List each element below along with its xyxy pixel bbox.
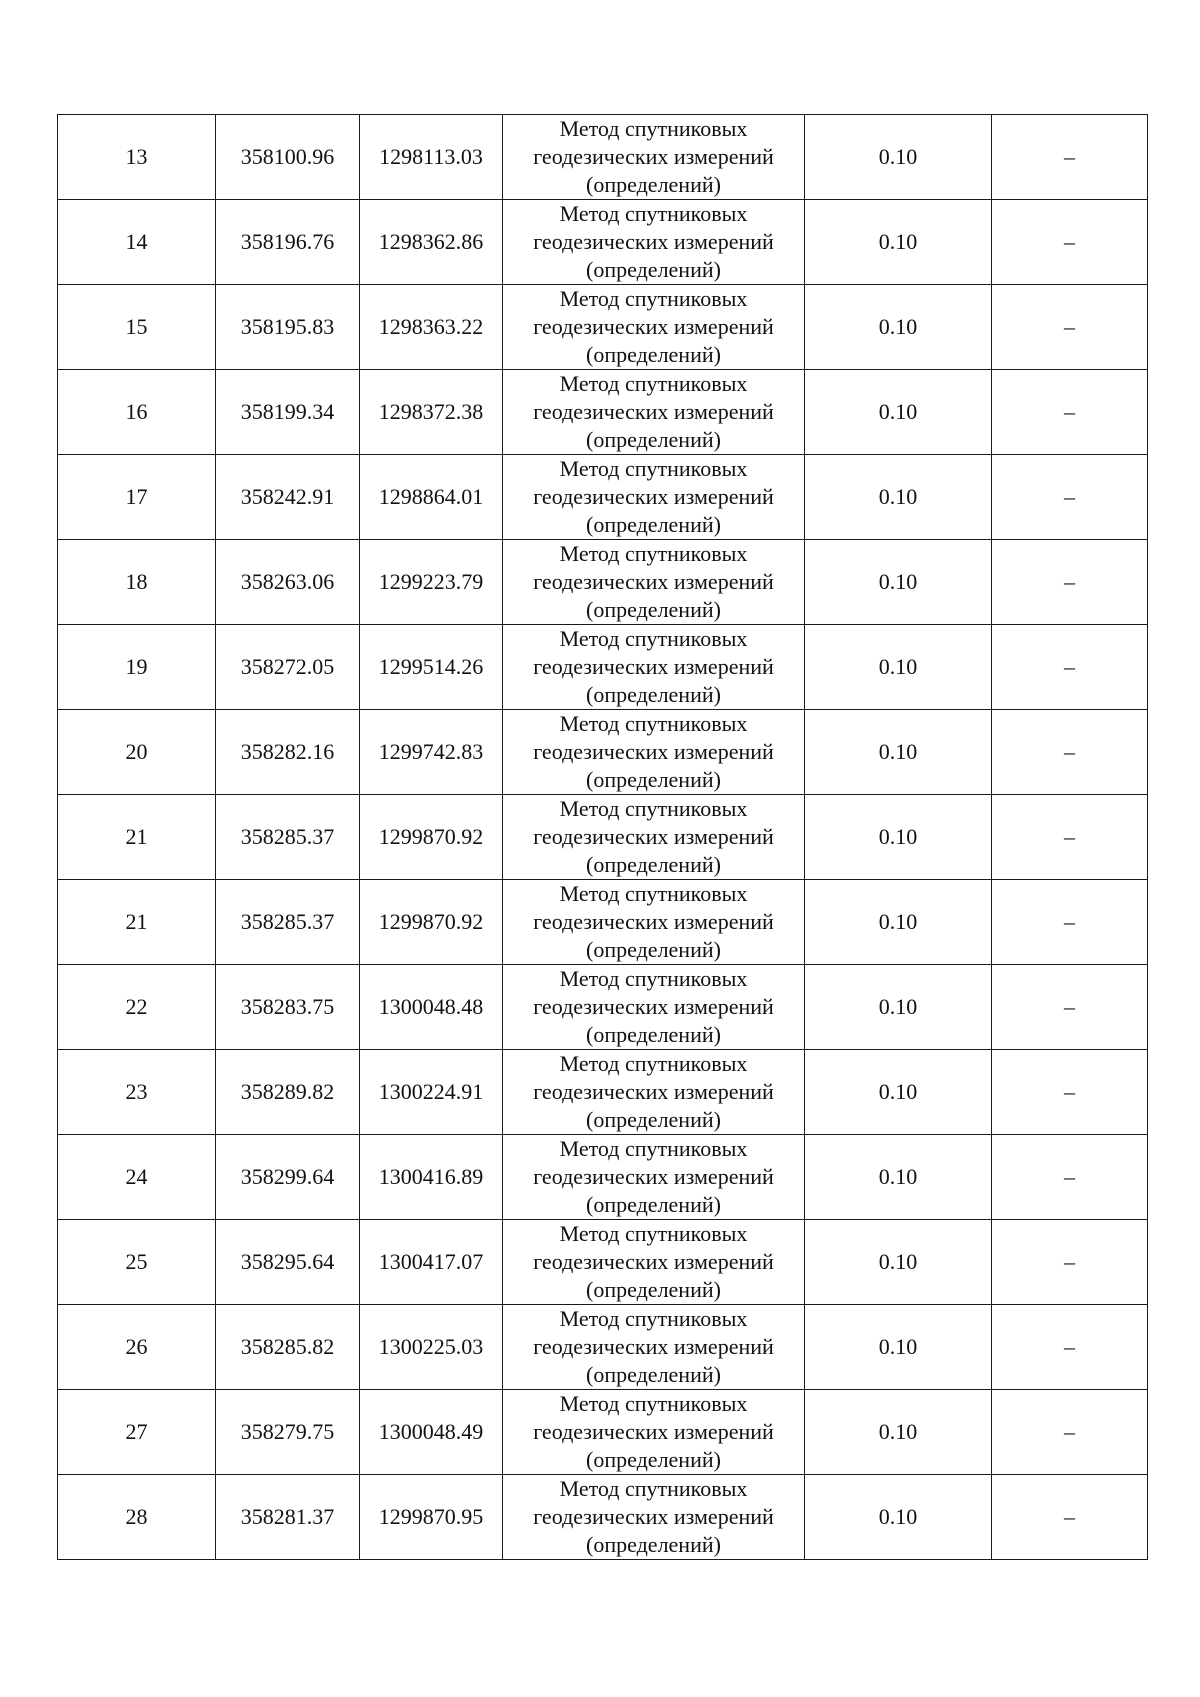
- table-row: [58, 1475, 1148, 1560]
- x-coordinate-cell: 358285.82: [216, 1305, 360, 1390]
- method-line: геодезических измерений: [533, 1419, 774, 1444]
- method-line: геодезических измерений: [533, 1334, 774, 1359]
- y-coordinate-cell: 1298363.22: [360, 285, 503, 370]
- accuracy-cell: 0.10: [805, 115, 992, 200]
- note-cell: –: [992, 1220, 1148, 1305]
- y-coordinate-cell: 1299223.79: [360, 540, 503, 625]
- x-coordinate-cell: 358195.83: [216, 285, 360, 370]
- method-line: геодезических измерений: [533, 994, 774, 1019]
- x-coordinate-cell: 358289.82: [216, 1050, 360, 1135]
- accuracy-cell: 0.10: [805, 455, 992, 540]
- method-line: (определений): [586, 1107, 721, 1132]
- note-cell: –: [992, 115, 1148, 200]
- method-line: (определений): [586, 1022, 721, 1047]
- method-cell: [503, 1050, 805, 1135]
- method-line: геодезических измерений: [533, 229, 774, 254]
- method-cell: [503, 1475, 805, 1560]
- x-coordinate-cell: 358100.96: [216, 115, 360, 200]
- table-row: [58, 795, 1148, 880]
- point-number-cell: 16: [58, 370, 216, 455]
- method-cell: [503, 1305, 805, 1390]
- accuracy-cell: 0.10: [805, 710, 992, 795]
- note-cell: –: [992, 370, 1148, 455]
- y-coordinate-cell: 1298362.86: [360, 200, 503, 285]
- accuracy-cell: 0.10: [805, 1050, 992, 1135]
- y-coordinate-cell: 1298113.03: [360, 115, 503, 200]
- method-line: Метод спутниковых: [559, 456, 748, 481]
- point-number-cell: 27: [58, 1390, 216, 1475]
- method-line: (определений): [586, 172, 721, 197]
- method-line: геодезических измерений: [533, 909, 774, 934]
- method-line: геодезических измерений: [533, 569, 774, 594]
- method-cell: [503, 1135, 805, 1220]
- x-coordinate-cell: 358272.05: [216, 625, 360, 710]
- point-number-cell: 20: [58, 710, 216, 795]
- y-coordinate-cell: 1300048.48: [360, 965, 503, 1050]
- coordinates-table: [57, 114, 1148, 1560]
- table-row: [58, 285, 1148, 370]
- x-coordinate-cell: 358283.75: [216, 965, 360, 1050]
- x-coordinate-cell: 358263.06: [216, 540, 360, 625]
- accuracy-cell: 0.10: [805, 285, 992, 370]
- x-coordinate-cell: 358295.64: [216, 1220, 360, 1305]
- point-number-cell: 26: [58, 1305, 216, 1390]
- accuracy-cell: 0.10: [805, 880, 992, 965]
- y-coordinate-cell: 1300048.49: [360, 1390, 503, 1475]
- note-cell: –: [992, 1390, 1148, 1475]
- method-line: (определений): [586, 512, 721, 537]
- y-coordinate-cell: 1300224.91: [360, 1050, 503, 1135]
- point-number-cell: 24: [58, 1135, 216, 1220]
- point-number-cell: 28: [58, 1475, 216, 1560]
- method-line: геодезических измерений: [533, 314, 774, 339]
- method-line: (определений): [586, 682, 721, 707]
- method-line: Метод спутниковых: [559, 286, 748, 311]
- point-number-cell: 23: [58, 1050, 216, 1135]
- y-coordinate-cell: 1299870.92: [360, 880, 503, 965]
- method-line: (определений): [586, 1447, 721, 1472]
- method-line: геодезических измерений: [533, 1079, 774, 1104]
- method-line: Метод спутниковых: [559, 1391, 748, 1416]
- point-number-cell: 15: [58, 285, 216, 370]
- x-coordinate-cell: 358279.75: [216, 1390, 360, 1475]
- method-cell: [503, 625, 805, 710]
- method-line: геодезических измерений: [533, 824, 774, 849]
- accuracy-cell: 0.10: [805, 795, 992, 880]
- note-cell: –: [992, 1135, 1148, 1220]
- accuracy-cell: 0.10: [805, 1220, 992, 1305]
- table-row: [58, 115, 1148, 200]
- method-line: (определений): [586, 597, 721, 622]
- method-line: (определений): [586, 852, 721, 877]
- point-number-cell: 19: [58, 625, 216, 710]
- method-line: Метод спутниковых: [559, 1221, 748, 1246]
- accuracy-cell: 0.10: [805, 1475, 992, 1560]
- method-line: Метод спутниковых: [559, 1306, 748, 1331]
- accuracy-cell: 0.10: [805, 1135, 992, 1220]
- method-cell: [503, 795, 805, 880]
- accuracy-cell: 0.10: [805, 965, 992, 1050]
- y-coordinate-cell: 1299742.83: [360, 710, 503, 795]
- table-row: [58, 540, 1148, 625]
- method-line: (определений): [586, 1192, 721, 1217]
- point-number-cell: 13: [58, 115, 216, 200]
- method-line: геодезических измерений: [533, 1249, 774, 1274]
- method-line: (определений): [586, 427, 721, 452]
- method-cell: [503, 1390, 805, 1475]
- y-coordinate-cell: 1299870.95: [360, 1475, 503, 1560]
- x-coordinate-cell: 358196.76: [216, 200, 360, 285]
- method-line: Метод спутниковых: [559, 201, 748, 226]
- method-line: Метод спутниковых: [559, 626, 748, 651]
- method-line: (определений): [586, 1277, 721, 1302]
- method-line: Метод спутниковых: [559, 796, 748, 821]
- x-coordinate-cell: 358285.37: [216, 795, 360, 880]
- method-line: Метод спутниковых: [559, 966, 748, 991]
- y-coordinate-cell: 1300417.07: [360, 1220, 503, 1305]
- note-cell: –: [992, 1475, 1148, 1560]
- method-cell: [503, 1220, 805, 1305]
- method-line: геодезических измерений: [533, 484, 774, 509]
- method-line: (определений): [586, 257, 721, 282]
- point-number-cell: 14: [58, 200, 216, 285]
- note-cell: –: [992, 710, 1148, 795]
- point-number-cell: 25: [58, 1220, 216, 1305]
- table-row: [58, 455, 1148, 540]
- note-cell: –: [992, 795, 1148, 880]
- method-line: Метод спутниковых: [559, 881, 748, 906]
- accuracy-cell: 0.10: [805, 1390, 992, 1475]
- method-cell: [503, 880, 805, 965]
- method-line: (определений): [586, 1362, 721, 1387]
- note-cell: –: [992, 1305, 1148, 1390]
- table-row: [58, 880, 1148, 965]
- note-cell: –: [992, 625, 1148, 710]
- method-line: Метод спутниковых: [559, 711, 748, 736]
- table-row: [58, 370, 1148, 455]
- y-coordinate-cell: 1300416.89: [360, 1135, 503, 1220]
- y-coordinate-cell: 1298372.38: [360, 370, 503, 455]
- x-coordinate-cell: 358285.37: [216, 880, 360, 965]
- table-row: [58, 1050, 1148, 1135]
- method-line: (определений): [586, 767, 721, 792]
- method-cell: [503, 115, 805, 200]
- x-coordinate-cell: 358281.37: [216, 1475, 360, 1560]
- note-cell: –: [992, 540, 1148, 625]
- accuracy-cell: 0.10: [805, 1305, 992, 1390]
- note-cell: –: [992, 880, 1148, 965]
- accuracy-cell: 0.10: [805, 200, 992, 285]
- accuracy-cell: 0.10: [805, 370, 992, 455]
- method-line: (определений): [586, 937, 721, 962]
- accuracy-cell: 0.10: [805, 625, 992, 710]
- method-line: Метод спутниковых: [559, 1476, 748, 1501]
- method-cell: [503, 965, 805, 1050]
- method-line: Метод спутниковых: [559, 541, 748, 566]
- table-row: [58, 1305, 1148, 1390]
- method-line: геодезических измерений: [533, 654, 774, 679]
- note-cell: –: [992, 200, 1148, 285]
- method-cell: [503, 710, 805, 795]
- point-number-cell: 18: [58, 540, 216, 625]
- note-cell: –: [992, 965, 1148, 1050]
- y-coordinate-cell: 1298864.01: [360, 455, 503, 540]
- table-row: [58, 1390, 1148, 1475]
- point-number-cell: 21: [58, 795, 216, 880]
- method-line: геодезических измерений: [533, 399, 774, 424]
- method-line: Метод спутниковых: [559, 116, 748, 141]
- method-line: (определений): [586, 342, 721, 367]
- point-number-cell: 21: [58, 880, 216, 965]
- y-coordinate-cell: 1299870.92: [360, 795, 503, 880]
- table-row: [58, 200, 1148, 285]
- method-cell: [503, 455, 805, 540]
- note-cell: –: [992, 285, 1148, 370]
- x-coordinate-cell: 358242.91: [216, 455, 360, 540]
- note-cell: –: [992, 1050, 1148, 1135]
- method-cell: [503, 370, 805, 455]
- x-coordinate-cell: 358282.16: [216, 710, 360, 795]
- y-coordinate-cell: 1299514.26: [360, 625, 503, 710]
- method-line: (определений): [586, 1532, 721, 1557]
- method-line: Метод спутниковых: [559, 1136, 748, 1161]
- method-line: геодезических измерений: [533, 144, 774, 169]
- note-cell: –: [992, 455, 1148, 540]
- method-line: геодезических измерений: [533, 739, 774, 764]
- point-number-cell: 17: [58, 455, 216, 540]
- method-line: геодезических измерений: [533, 1504, 774, 1529]
- table-row: [58, 1220, 1148, 1305]
- method-cell: [503, 540, 805, 625]
- y-coordinate-cell: 1300225.03: [360, 1305, 503, 1390]
- method-line: Метод спутниковых: [559, 1051, 748, 1076]
- x-coordinate-cell: 358299.64: [216, 1135, 360, 1220]
- method-cell: [503, 285, 805, 370]
- table-row: [58, 1135, 1148, 1220]
- table-row: [58, 710, 1148, 795]
- method-line: геодезических измерений: [533, 1164, 774, 1189]
- table-row: [58, 625, 1148, 710]
- x-coordinate-cell: 358199.34: [216, 370, 360, 455]
- coordinates-table-body: [58, 115, 1148, 1560]
- method-cell: [503, 200, 805, 285]
- accuracy-cell: 0.10: [805, 540, 992, 625]
- point-number-cell: 22: [58, 965, 216, 1050]
- table-row: [58, 965, 1148, 1050]
- method-line: Метод спутниковых: [559, 371, 748, 396]
